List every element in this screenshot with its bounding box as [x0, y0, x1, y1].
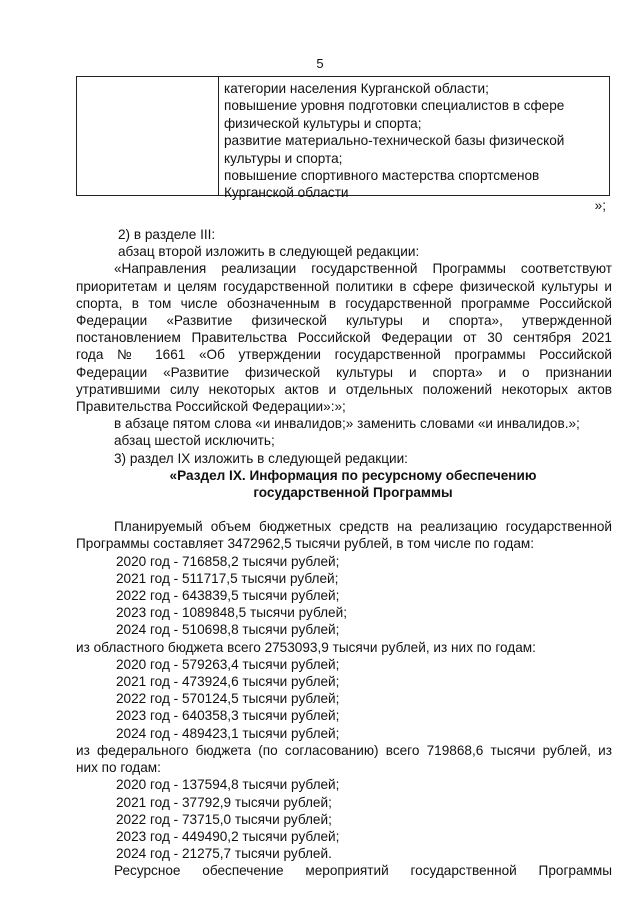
table-line: развитие материально-технической базы физической: [224, 133, 565, 149]
paragraph-abzac-two: абзац второй изложить в следующей редакции:: [118, 244, 420, 260]
quote-line: Федерации «Развитие физической культуры и спорта» и о признании: [76, 364, 612, 380]
year-line: 2020 год - 579263,4 тысячи рублей;: [116, 656, 340, 672]
year-line: 2022 год - 73715,0 тысячи рублей;: [116, 811, 332, 827]
year-line: 2021 год - 37792,9 тысячи рублей;: [116, 794, 332, 810]
quote-line: Правительства Российской Федерации»:»;: [76, 399, 346, 415]
page-number: 5: [316, 56, 324, 71]
table-line: повышение спортивного мастерства спортсменов: [224, 168, 540, 184]
table-line: физической культуры и спорта;: [224, 115, 422, 131]
total-budget-line: Программы составляет 3472962,5 тысячи рублей, в том числе по годам:: [76, 536, 535, 552]
document-body: [76, 226, 612, 880]
section-heading: «Раздел IX. Информация по ресурсному обеспечению: [169, 467, 537, 483]
table-left-cell: [77, 77, 219, 195]
year-line: 2022 год - 643839,5 тысячи рублей;: [116, 588, 340, 604]
resource-provision-line: Ресурсное обеспечение мероприятий государственной Программы: [114, 863, 612, 879]
year-line: 2024 год - 21275,7 тысячи рублей.: [116, 846, 332, 862]
federal-budget-line: них по годам:: [76, 760, 161, 776]
total-budget-line: Планируемый объем бюджетных средств на реализацию государственной: [114, 519, 612, 535]
quote-line: утратившими силу некоторых актов и отдельных положений некоторых актов: [76, 381, 612, 397]
year-line: 2023 год - 1089848,5 тысячи рублей;: [116, 605, 347, 621]
table-line: категории населения Курганской области;: [224, 81, 489, 96]
table-closing-quote: »;: [594, 198, 606, 213]
paragraph-section-ix: 3) раздел IX изложить в следующей редакции:: [114, 450, 408, 466]
year-line: 2020 год - 137594,8 тысячи рублей;: [116, 777, 340, 793]
table-line: Курганской области: [224, 185, 349, 201]
year-line: 2024 год - 489423,1 тысячи рублей;: [116, 725, 340, 741]
paragraph-abzac-five: в абзаце пятом слова «и инвалидов;» заменить словами «и инвалидов.»;: [114, 416, 580, 432]
quote-line: постановлением Правительства Российской Федерации от 30 сентября 2021: [76, 330, 612, 346]
table-line: культуры и спорта;: [224, 150, 343, 166]
table-right-cell: [219, 77, 609, 201]
paragraph-abzac-six: абзац шестой исключить;: [114, 433, 275, 449]
quote-line: «Направления реализации государственной Программы соответствуют: [114, 261, 612, 277]
year-line: 2023 год - 449490,2 тысячи рублей;: [116, 828, 340, 844]
year-line: 2021 год - 473924,6 тысячи рублей;: [116, 674, 340, 690]
paragraph-section-iii: 2) в разделе III:: [118, 227, 216, 242]
year-line: 2021 год - 511717,5 тысячи рублей;: [116, 570, 339, 586]
section-heading-cont: государственной Программы: [253, 485, 453, 501]
quote-line: приоритетам и целям государственной политики в сфере физической культуры и: [76, 278, 612, 294]
quote-line: года № 1661 «Об утверждении государственной программы Российской: [76, 347, 612, 363]
table-line: повышение уровня подготовки специалистов в сфере: [224, 98, 565, 114]
quote-line: Федерации «Развитие физической культуры и спорта», утвержденной: [76, 313, 612, 329]
year-line: 2020 год - 716858,2 тысячи рублей;: [116, 553, 340, 569]
federal-budget-line: из федерального бюджета (по согласованию) всего 719868,6 тысячи рублей, из: [76, 742, 612, 758]
year-line: 2022 год - 570124,5 тысячи рублей;: [116, 691, 340, 707]
continuation-table: [76, 76, 610, 201]
regional-budget-line: из областного бюджета всего 2753093,9 тысячи рублей, из них по годам:: [76, 639, 536, 655]
year-line: 2023 год - 640358,3 тысячи рублей;: [116, 708, 340, 724]
quote-line: спорта, в том числе обозначенным в государственной программе Российской: [76, 295, 612, 311]
year-line: 2024 год - 510698,8 тысячи рублей;: [116, 622, 340, 638]
